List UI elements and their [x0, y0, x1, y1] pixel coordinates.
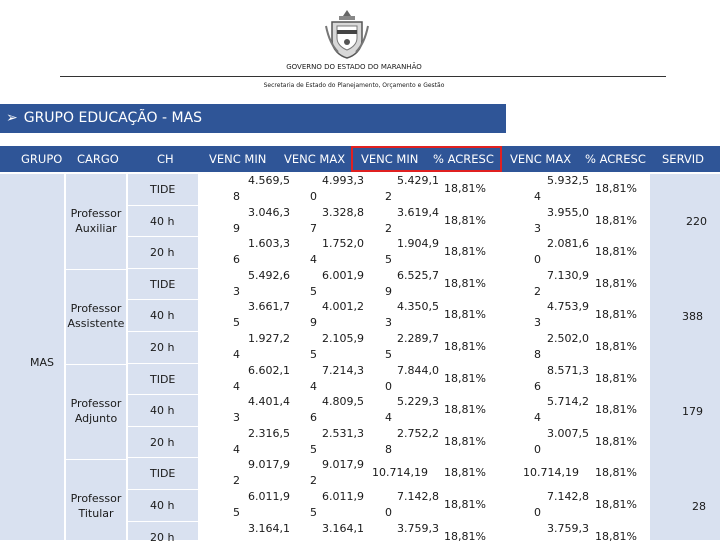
- column-header-cargo: CARGO: [77, 152, 119, 166]
- venc-max-cell: 3.328,8: [322, 205, 364, 219]
- ch-cell: TIDE: [150, 372, 176, 386]
- cargo-cell: Professor Auxiliar: [70, 207, 122, 235]
- venc-max-2-cell: 3.007,5: [547, 426, 589, 440]
- acresc-2-cell: 18,81%: [595, 182, 637, 195]
- venc-min-2-cell: 2.289,7: [397, 332, 439, 345]
- column-header-grupo: GRUPO: [21, 152, 63, 166]
- venc-max-cell: 4.993,3: [322, 174, 364, 187]
- venc-max-2-cell: 5.932,5: [547, 174, 589, 187]
- venc-max-2-digit: 3: [534, 316, 541, 330]
- venc-min-digit: 5: [233, 316, 240, 330]
- arrow-bullet-icon: ➢: [6, 110, 18, 126]
- venc-max-digit: 5: [310, 506, 317, 519]
- venc-min-2-digit: 5: [385, 253, 392, 267]
- cargo-cell: Professor Assistente: [67, 302, 125, 330]
- ch-cell: 20 h: [150, 341, 175, 354]
- coat-of-arms-logo: [322, 8, 372, 60]
- venc-min-cell: 1.927,2: [248, 332, 290, 345]
- row-separator: [128, 331, 198, 332]
- acresc-1-cell: 18,81%: [444, 276, 486, 290]
- acresc-2-cell: 18,81%: [595, 498, 637, 511]
- venc-min-2-cell: 7.142,8: [397, 490, 439, 503]
- venc-max-2-cell: 4.753,9: [547, 300, 589, 314]
- ch-cell: 40 h: [150, 214, 175, 228]
- row-separator: [128, 394, 198, 395]
- venc-max-cell: 6.011,9: [322, 490, 364, 503]
- row-separator: [128, 363, 198, 364]
- venc-max-cell: 1.752,0: [322, 237, 364, 251]
- venc-max-2-cell: 7.142,8: [547, 490, 589, 503]
- ch-cell: TIDE: [150, 277, 176, 291]
- venc-max-cell: 6.001,9: [322, 268, 364, 282]
- acresc-1-cell: 18,81%: [444, 245, 486, 259]
- venc-max-2-digit: 0: [534, 253, 541, 267]
- venc-max-cell: 7.214,3: [322, 363, 364, 377]
- column-header-acresc-1: % ACRESC: [433, 152, 494, 166]
- cargo-cell: Professor Adjunto: [70, 397, 122, 425]
- row-separator: [128, 299, 198, 300]
- venc-min-digit: 4: [233, 442, 240, 456]
- venc-min-2-cell: 4.350,5: [397, 300, 439, 314]
- acresc-1-cell: 18,81%: [444, 529, 486, 543]
- venc-max-cell: 2.105,9: [322, 332, 364, 345]
- venc-min-2-cell: 3.619,4: [397, 205, 439, 219]
- servid-cell: 179: [682, 405, 703, 418]
- venc-max-2-cell: 5.714,2: [547, 395, 589, 409]
- venc-max-2-digit: 4: [534, 190, 541, 203]
- venc-max-digit: 5: [310, 348, 317, 361]
- row-separator: [128, 521, 198, 522]
- ch-cell: TIDE: [150, 467, 176, 481]
- venc-max-2-digit: 2: [534, 284, 541, 298]
- venc-max-2-digit: 6: [534, 379, 541, 393]
- venc-min-2-digit: 5: [385, 348, 392, 361]
- venc-min-2-digit: 0: [385, 379, 392, 393]
- venc-min-2-digit: 4: [385, 411, 392, 425]
- ch-cell: 40 h: [150, 309, 175, 323]
- acresc-2-cell: 18,81%: [595, 403, 637, 417]
- acresc-2-cell: 18,81%: [595, 308, 637, 322]
- acresc-1-cell: 18,81%: [444, 213, 486, 227]
- acresc-2-cell: 18,81%: [595, 371, 637, 385]
- venc-max-2-digit: 8: [534, 348, 541, 361]
- venc-min-digit: 8: [233, 190, 240, 203]
- section-title: GRUPO EDUCAÇÃO - MAS: [23, 110, 203, 126]
- venc-max-2-digit: 4: [534, 411, 541, 425]
- venc-min-cell: 3.164,1: [248, 521, 290, 535]
- ch-cell: 20 h: [150, 530, 175, 544]
- venc-min-2-cell: 5.429,1: [397, 174, 439, 187]
- acresc-1-cell: 18,81%: [444, 308, 486, 322]
- acresc-2-cell: 18,81%: [595, 466, 637, 480]
- venc-min-digit: 3: [233, 284, 240, 298]
- venc-min-2-cell: 1.904,9: [397, 237, 439, 251]
- venc-min-2-digit: 0: [385, 506, 392, 519]
- servid-cell: 28: [692, 500, 706, 513]
- cargo-separator: [66, 459, 126, 460]
- government-title: GOVERNO DO ESTADO DO MARANHÃO: [286, 63, 422, 71]
- secretariat-title: Secretaria de Estado do Planejamento, Orçamento e Gestão: [263, 82, 445, 89]
- venc-min-cell: 3.046,3: [248, 205, 290, 219]
- acresc-2-cell: 18,81%: [595, 213, 637, 227]
- acresc-1-cell: 18,81%: [444, 434, 486, 448]
- row-separator: [128, 457, 198, 458]
- venc-min-cell: 1.603,3: [248, 237, 290, 251]
- venc-min-cell: 4.569,5: [248, 174, 290, 187]
- venc-max-2-cell: 8.571,3: [547, 363, 589, 377]
- venc-min-2-cell: 6.525,7: [397, 268, 439, 282]
- venc-min-cell: 6.602,1: [248, 363, 290, 377]
- venc-max-digit: 9: [310, 316, 317, 330]
- cargo-separator: [66, 364, 126, 365]
- acresc-1-cell: 18,81%: [444, 466, 486, 480]
- venc-min-2-digit: 3: [385, 316, 392, 330]
- acresc-2-cell: 18,81%: [595, 245, 637, 259]
- section-banner: [0, 104, 506, 133]
- venc-min-digit: 4: [233, 379, 240, 393]
- header-divider: [60, 76, 666, 77]
- venc-min-2-digit: 2: [385, 221, 392, 235]
- column-header-venc-min-2: VENC MIN: [361, 152, 419, 166]
- venc-max-digit: 5: [310, 442, 317, 456]
- row-separator: [128, 426, 198, 427]
- venc-max-cell: 9.017,9: [322, 458, 364, 472]
- venc-max-cell: 3.164,1: [322, 521, 364, 535]
- servid-column-bg: [650, 174, 720, 540]
- cargo-cell: Professor Titular: [70, 492, 122, 520]
- venc-min-digit: 4: [233, 348, 240, 361]
- venc-min-cell: 3.661,7: [248, 300, 290, 314]
- column-header-acresc-2: % ACRESC: [585, 152, 646, 166]
- venc-max-digit: 4: [310, 253, 317, 267]
- venc-max-2-cell: 2.502,0: [547, 332, 589, 345]
- row-separator: [128, 236, 198, 237]
- acresc-1-cell: 18,81%: [444, 498, 486, 511]
- venc-min-2-cell: 3.759,3: [397, 521, 439, 535]
- venc-min-2-digit: 2: [385, 190, 392, 203]
- venc-min-2-cell: 7.844,0: [397, 363, 439, 377]
- venc-max-2-cell: 7.130,9: [547, 268, 589, 282]
- acresc-1-cell: 18,81%: [444, 340, 486, 353]
- venc-max-2-cell: 3.955,0: [547, 205, 589, 219]
- venc-min-cell: 4.401,4: [248, 395, 290, 409]
- column-header-venc-max: VENC MAX: [284, 152, 346, 166]
- venc-max-2-digit: 0: [534, 442, 541, 456]
- ch-cell: 40 h: [150, 499, 175, 512]
- venc-min-cell: 2.316,5: [248, 426, 290, 440]
- venc-max-digit: 0: [310, 190, 317, 203]
- ch-cell: 20 h: [150, 435, 175, 449]
- grupo-cell: MAS: [30, 356, 54, 369]
- venc-max-cell: 4.001,2: [322, 300, 364, 314]
- acresc-2-cell: 18,81%: [595, 340, 637, 353]
- venc-max-2-digit: 3: [534, 221, 541, 235]
- venc-min-digit: 9: [233, 221, 240, 235]
- venc-max-cell: 4.809,5: [322, 395, 364, 409]
- venc-min-digit: 5: [233, 506, 240, 519]
- acresc-2-cell: 18,81%: [595, 276, 637, 290]
- venc-min-cell: 6.011,9: [248, 490, 290, 503]
- venc-min-digit: 2: [233, 474, 240, 488]
- column-header-venc-min: VENC MIN: [209, 152, 267, 166]
- row-separator: [128, 268, 198, 269]
- venc-min-2-digit: 8: [385, 442, 392, 456]
- venc-min-2-cell: 5.229,3: [397, 395, 439, 409]
- venc-min-2-cell: 10.714,19: [372, 466, 428, 480]
- venc-min-digit: 6: [233, 253, 240, 267]
- venc-max-cell: 2.531,3: [322, 426, 364, 440]
- venc-min-2-cell: 2.752,2: [397, 426, 439, 440]
- acresc-1-cell: 18,81%: [444, 403, 486, 417]
- ch-cell: 40 h: [150, 404, 175, 418]
- venc-min-2-digit: 9: [385, 284, 392, 298]
- venc-min-digit: 3: [233, 411, 240, 425]
- venc-max-digit: 4: [310, 379, 317, 393]
- venc-min-cell: 9.017,9: [248, 458, 290, 472]
- row-separator: [128, 205, 198, 206]
- acresc-2-cell: 18,81%: [595, 434, 637, 448]
- ch-cell: TIDE: [150, 183, 176, 196]
- acresc-2-cell: 18,81%: [595, 529, 637, 543]
- venc-max-2-cell: 10.714,19: [523, 466, 579, 480]
- ch-column-bg: [128, 174, 198, 540]
- column-header-ch: CH: [157, 152, 174, 166]
- venc-max-digit: 5: [310, 284, 317, 298]
- servid-cell: 220: [686, 215, 707, 228]
- venc-max-2-cell: 2.081,6: [547, 237, 589, 251]
- column-header-venc-max-2: VENC MAX: [510, 152, 572, 166]
- column-header-servid: SERVID: [662, 152, 705, 166]
- venc-max-digit: 7: [310, 221, 317, 235]
- venc-max-2-cell: 3.759,3: [547, 521, 589, 535]
- venc-min-cell: 5.492,6: [248, 268, 290, 282]
- venc-max-digit: 2: [310, 474, 317, 488]
- venc-max-digit: 6: [310, 411, 317, 425]
- acresc-1-cell: 18,81%: [444, 182, 486, 195]
- acresc-1-cell: 18,81%: [444, 371, 486, 385]
- servid-cell: 388: [682, 310, 703, 323]
- venc-max-2-digit: 0: [534, 506, 541, 519]
- row-separator: [128, 489, 198, 490]
- ch-cell: 20 h: [150, 246, 175, 260]
- cargo-separator: [66, 269, 126, 270]
